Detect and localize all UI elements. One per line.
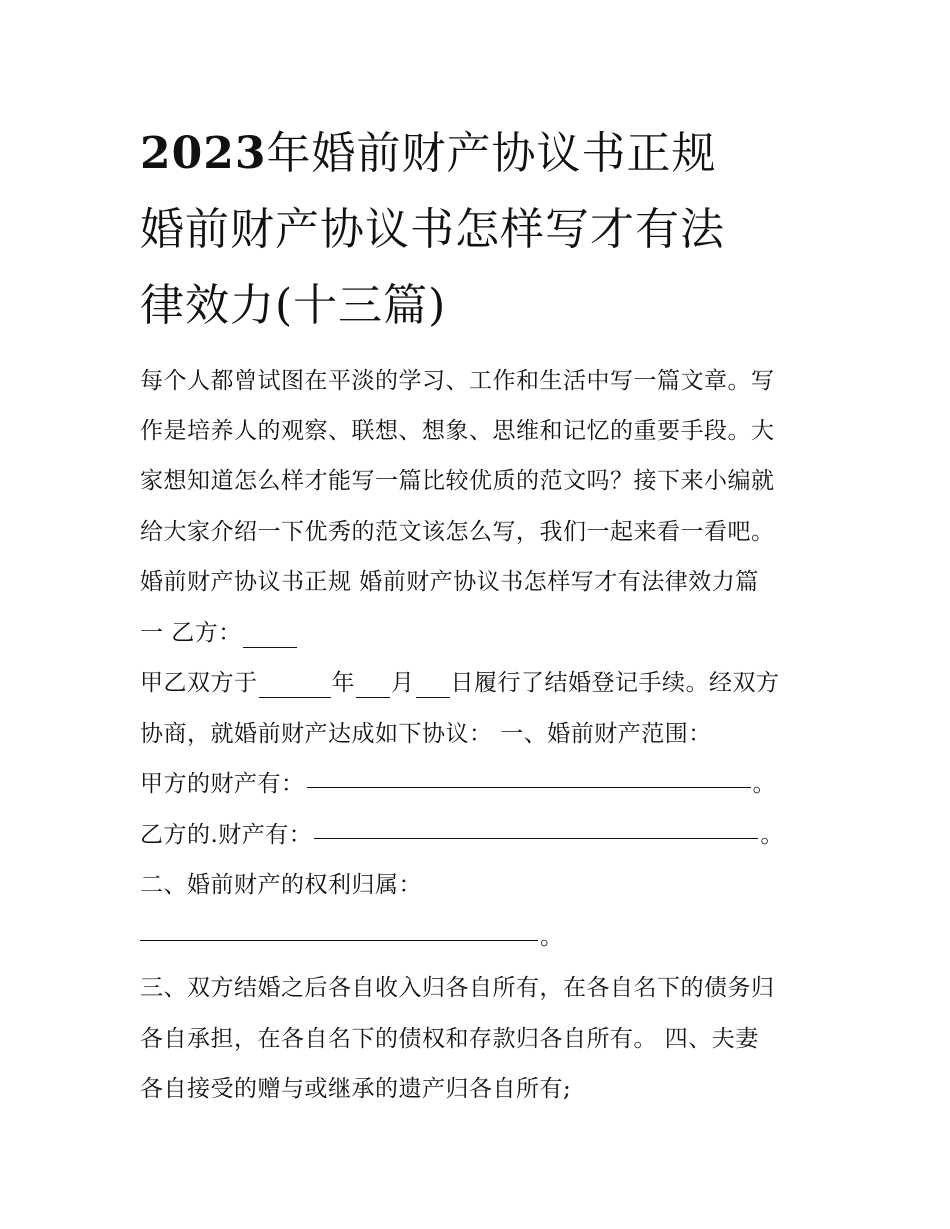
consult-line: 协商，就婚前财产达成如下协议： 一、婚前财产范围：	[140, 721, 712, 747]
clause-3-line-1: 三、双方结婚之后各自收入归各自所有，在各自名下的债务归	[140, 975, 775, 1001]
title-line-3: 律效力(十三篇)	[140, 280, 447, 331]
marriage-line-part-1: 甲乙双方于	[140, 670, 258, 696]
clause-2-answer-line	[140, 922, 564, 952]
title-line-1	[140, 128, 716, 179]
marriage-line-part-2: 年	[331, 670, 355, 696]
intro-line-3: 家想知道怎么样才能写一篇比较优质的范文吗？接下来小编就	[140, 468, 775, 494]
year-blank	[259, 675, 331, 698]
month-blank	[356, 675, 390, 698]
marriage-line-part-3: 月	[391, 670, 415, 696]
clause-2-rule	[140, 940, 538, 941]
document-title	[140, 116, 820, 344]
title-line-1-rest: 年婚前财产协议书正规	[266, 128, 717, 179]
title-year: 2023	[140, 128, 267, 179]
party-line-prefix: 一 乙方：	[140, 620, 242, 646]
party-b-assets-period: 。	[760, 822, 784, 848]
party-b-assets-label: 乙方的.财产有：	[140, 822, 313, 848]
party-a-assets-label: 甲方的财产有：	[140, 771, 305, 797]
day-blank	[416, 675, 450, 698]
intro-line-1: 每个人都曾试图在平淡的学习、工作和生活中写一篇文章。写	[140, 368, 775, 394]
marriage-line-part-4: 日履行了结婚登记手续。经双方	[450, 670, 780, 696]
party-line	[140, 618, 298, 648]
clause-2-heading: 二、婚前财产的权利归属：	[140, 872, 422, 898]
section-heading: 婚前财产协议书正规 婚前财产协议书怎样写才有法律效力篇	[140, 569, 759, 595]
party-a-assets-period: 。	[752, 771, 776, 797]
party-a-assets-line	[140, 769, 776, 799]
clause-3-line-3: 各自接受的赠与或继承的遗产归各自所有;	[140, 1076, 572, 1102]
intro-line-4: 给大家介绍一下优秀的范文该怎么写，我们一起来看一看吧。	[140, 519, 775, 545]
party-a-assets-rule	[307, 787, 751, 788]
clause-2-period: 。	[540, 924, 564, 950]
party-b-assets-line	[140, 820, 784, 850]
party-b-assets-rule	[314, 838, 758, 839]
clause-3-line-2: 各自承担，在各自名下的债权和存款归各自所有。 四、夫妻	[140, 1026, 759, 1052]
party-blank	[243, 625, 297, 648]
intro-line-2: 作是培养人的观察、联想、想象、思维和记忆的重要手段。大	[140, 418, 775, 444]
marriage-registration-line	[140, 668, 780, 698]
title-line-2: 婚前财产协议书怎样写才有法	[140, 204, 725, 255]
